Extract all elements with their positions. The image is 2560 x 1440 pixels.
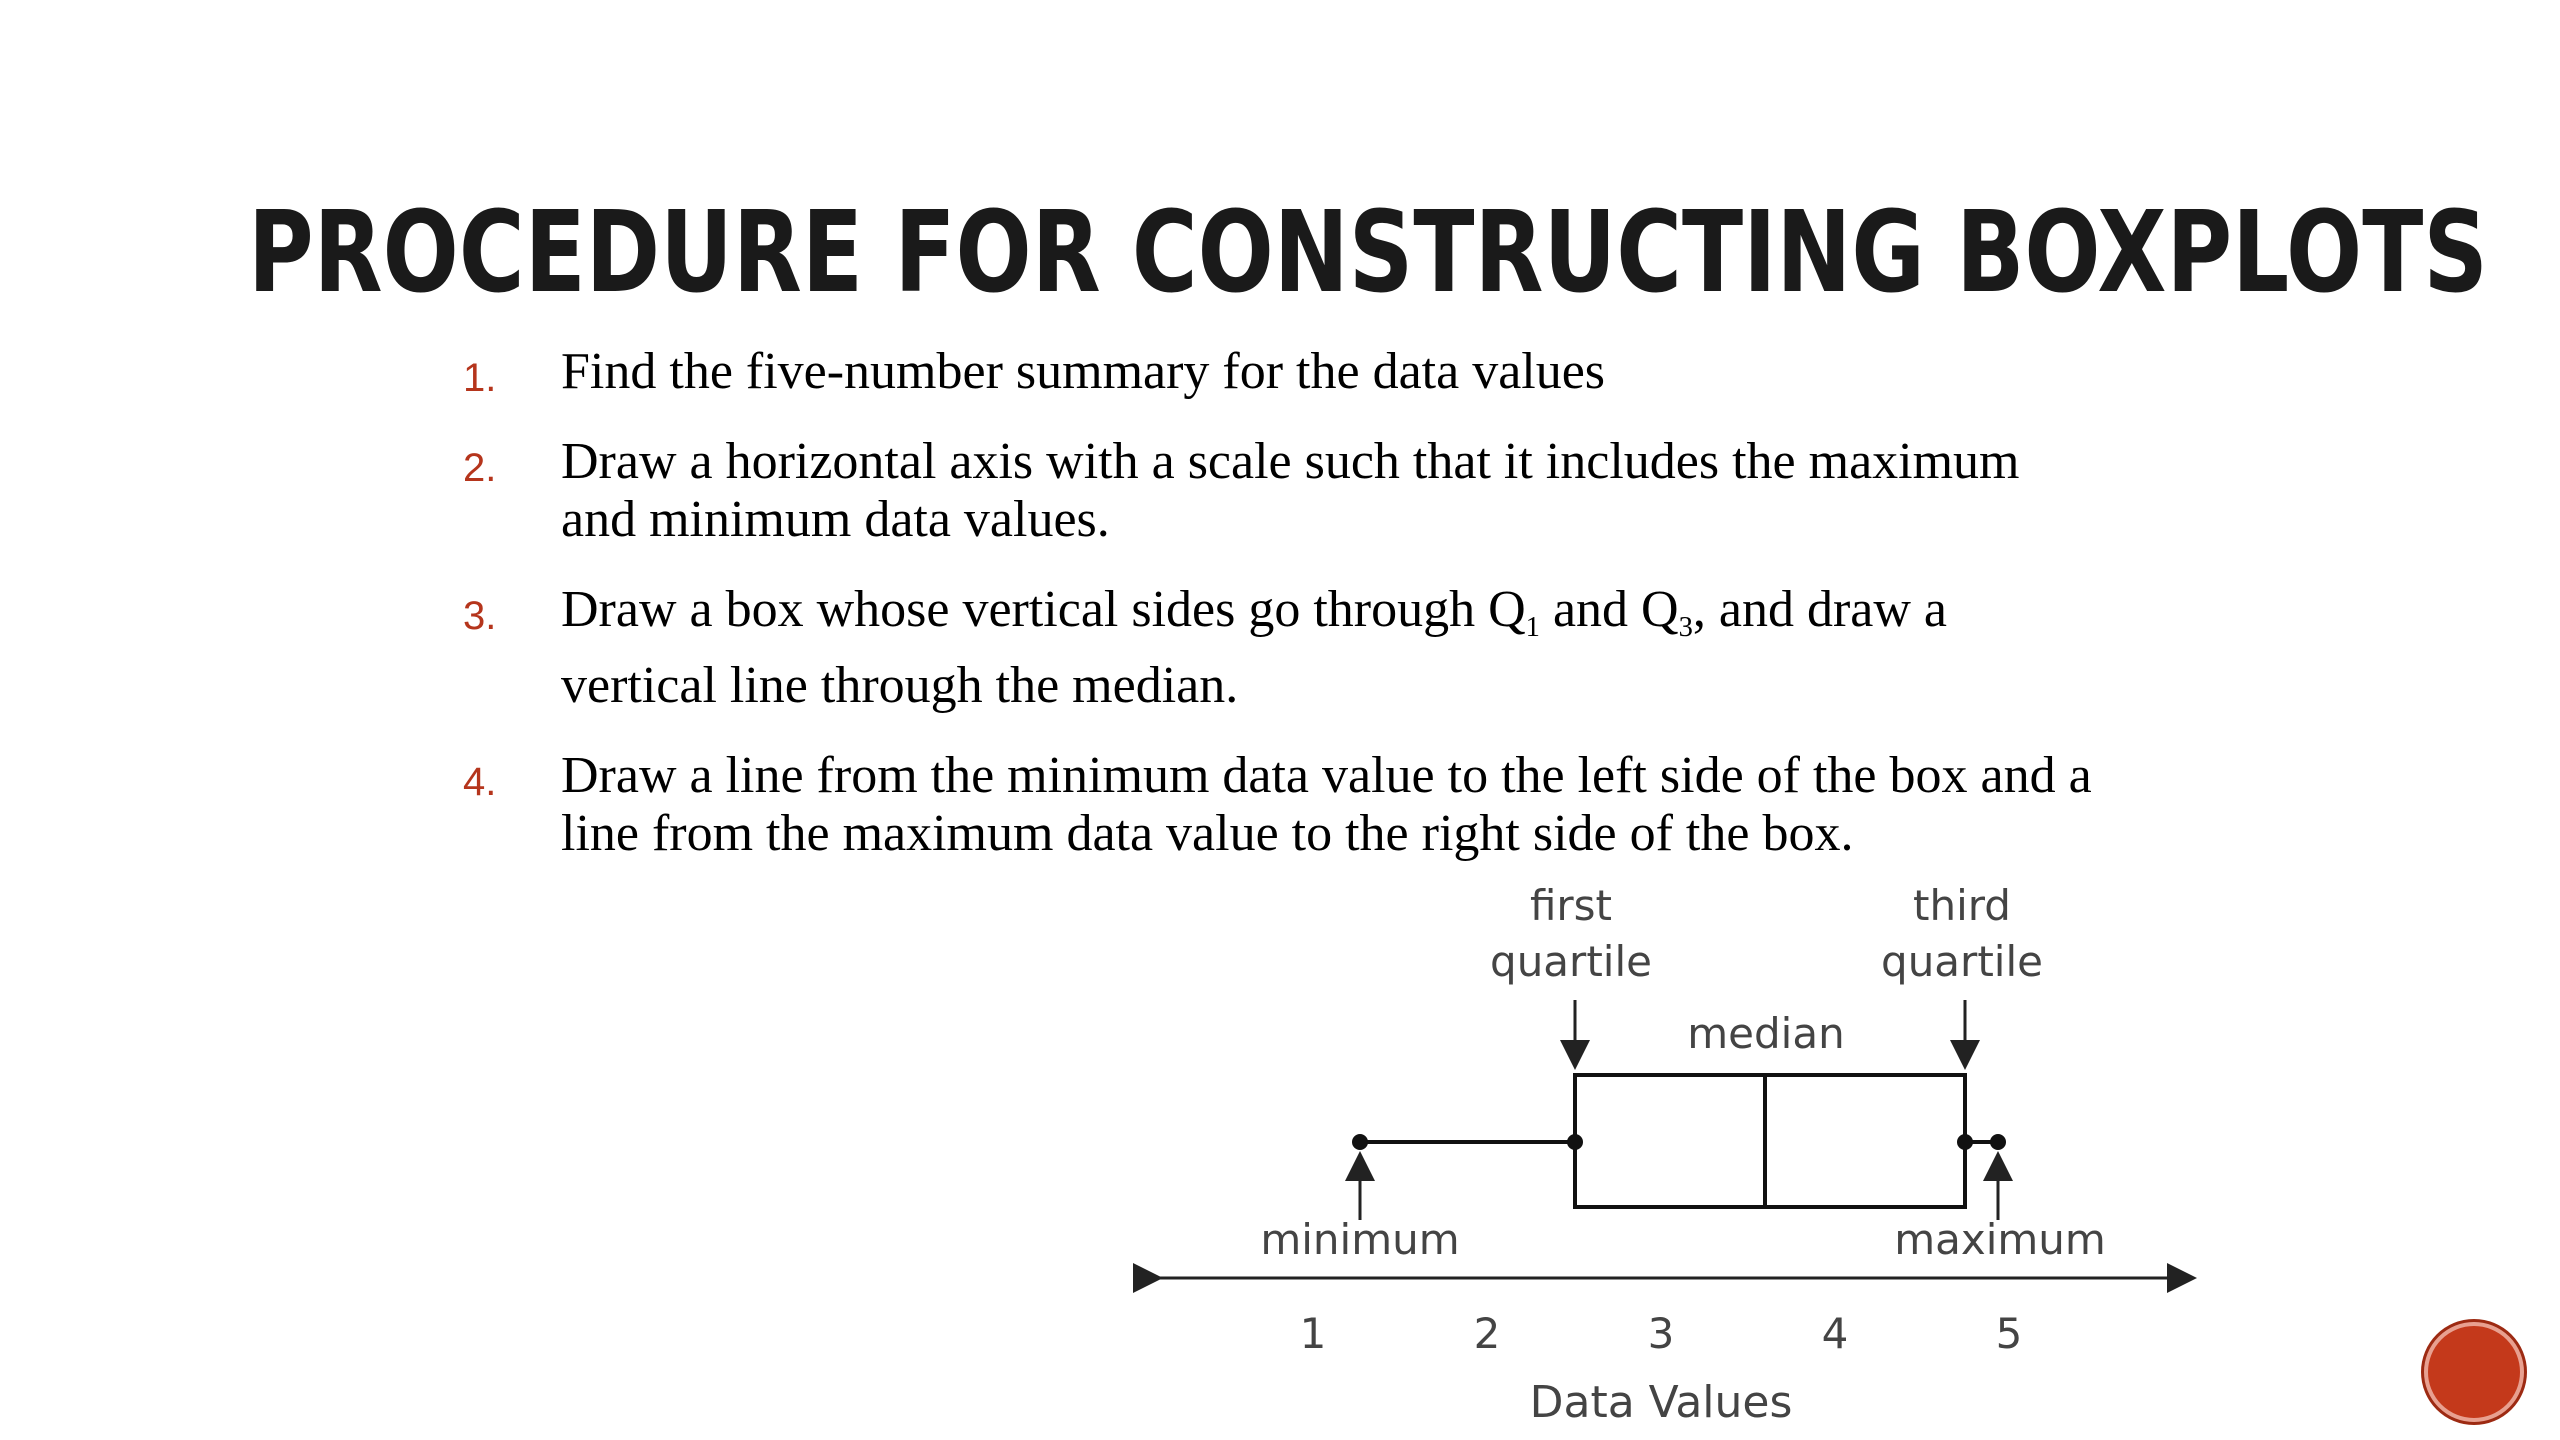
step-number: 3. [463, 594, 497, 638]
q1-subscript: 1 [1525, 612, 1540, 643]
third-quartile-label-line1: third [1913, 881, 2011, 930]
step-1 [455, 343, 2095, 401]
q3-subscript: 3 [1678, 612, 1693, 643]
step-number: 2. [463, 446, 497, 490]
minimum-point [1352, 1134, 1368, 1150]
q1-point [1567, 1134, 1583, 1150]
minimum-label: minimum [1260, 1215, 1460, 1264]
tick-label: 5 [1995, 1309, 2023, 1358]
step-number: 1. [463, 356, 497, 400]
tick-label: 2 [1473, 1309, 1501, 1358]
step-text: Draw a line from the minimum data value to the left side of the box and a line from the maximum data value to the right side of the box. [561, 747, 2092, 862]
boxplot-diagram [1130, 870, 2210, 1430]
third-quartile-label-line2: quartile [1881, 937, 2043, 986]
tick-label: 4 [1821, 1309, 1849, 1358]
tick-label: 3 [1647, 1309, 1675, 1358]
first-quartile-label-line1: first [1529, 881, 1613, 930]
axis-ticks [1300, 1309, 2023, 1358]
tick-label: 1 [1299, 1309, 1327, 1358]
step-3 [455, 581, 2095, 715]
maximum-point [1990, 1134, 2006, 1150]
step-2 [455, 433, 2095, 549]
q3-point [1957, 1134, 1973, 1150]
axis-title: Data Values [1529, 1377, 1793, 1428]
slide-title: PROCEDURE FOR CONSTRUCTING BOXPLOTS [248, 188, 2488, 318]
step-4 [455, 747, 2095, 863]
step-text: Draw a horizontal axis with a scale such that it includes the maximum and minimum data values. [561, 433, 2020, 548]
interquartile-box [1575, 1075, 1965, 1207]
procedure-steps [455, 343, 2095, 895]
median-label: median [1687, 1009, 1845, 1058]
step-text: Find the five-number summary for the data values [561, 343, 1606, 400]
step-text-a: Draw a box whose vertical sides go through Q [561, 581, 1526, 638]
step-text-b: and Q [1539, 581, 1679, 638]
first-quartile-label-line2: quartile [1490, 937, 1652, 986]
maximum-label: maximum [1894, 1215, 2106, 1264]
step-text-c: , and draw a vertical line through the median. [561, 581, 1948, 714]
step-number: 4. [463, 760, 497, 804]
slide-number-badge [2424, 1322, 2524, 1422]
